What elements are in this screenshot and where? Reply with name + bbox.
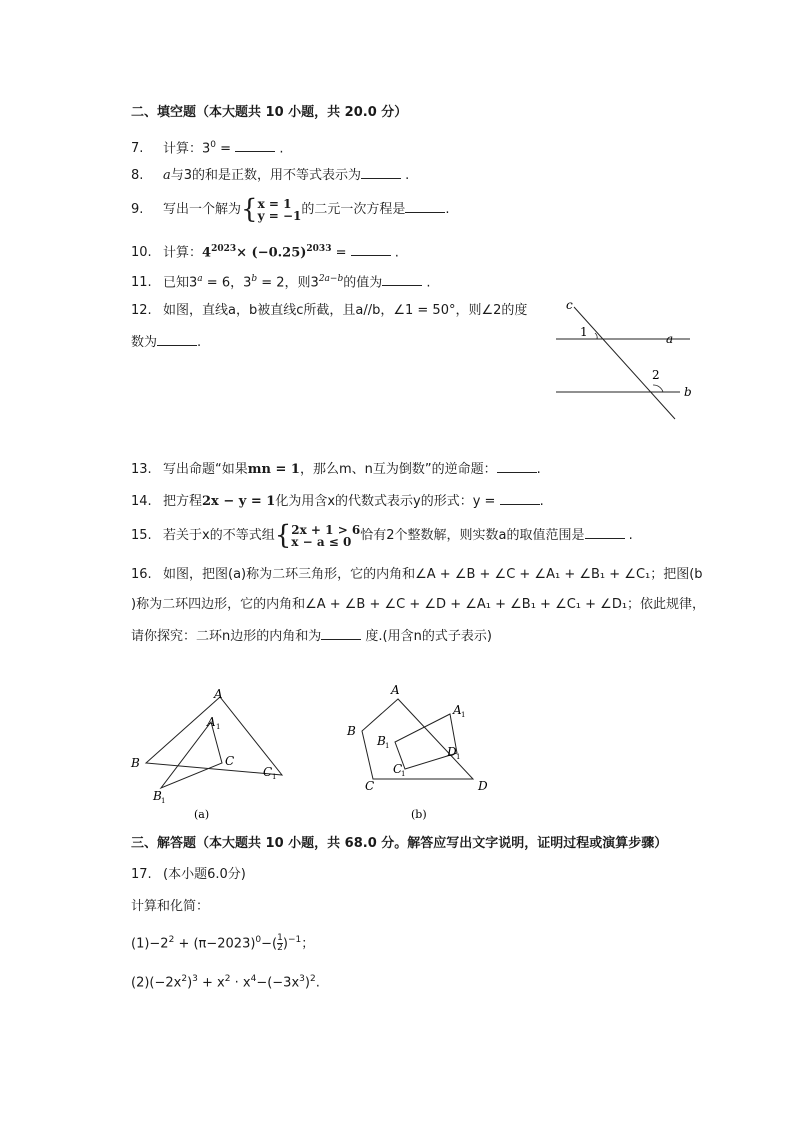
label-angle-1: 1: [580, 325, 588, 339]
answer-blank[interactable]: [351, 243, 391, 256]
line-c: [574, 307, 675, 419]
caption-b: (b): [411, 808, 427, 821]
question-number: 10.: [131, 245, 152, 261]
question-17-part-1: $(1)-2^2 + (\pi-2023)^0-$( $\frac{1}{2}$ )$^{-1}$；: [131, 933, 315, 954]
question-number: 16.: [131, 567, 152, 582]
svg-text:B: B: [131, 756, 140, 770]
answer-blank[interactable]: [500, 492, 540, 505]
answer-blank[interactable]: [157, 333, 197, 346]
question-17-header: [131, 866, 246, 884]
question-number: 12.: [131, 303, 152, 318]
question-7: 7. 计算：$3^0$ = .: [131, 140, 284, 157]
fraction-one-half: $\frac{1}{2}$: [277, 933, 283, 954]
section-3-header: 三、解答题（本大题共 10 小题，共 68.0 分。解答应写出文字说明，证明过程或演算步骤）: [131, 836, 668, 851]
question-17-part-2: $(2)(-2x^2)^3 + x^2 \cdot x^4-(-3x^3)^2$.: [131, 974, 320, 991]
question-16-line-2: )称为二环四边形，它的内角和∠A + ∠B + ∠C + ∠D + ∠A₁ + ∠B₁ + ∠C₁ + ∠D₁；依此规律，: [131, 597, 706, 612]
question-11: 11. 已知$3^a = 6$，$3^b = 2$，则$3^{2a-b}$的值为 .: [131, 274, 431, 291]
question-number: 11.: [131, 275, 152, 291]
angle-1-arc: [595, 333, 597, 339]
triangle-A1CB1: [161, 722, 222, 788]
svg-text:1: 1: [272, 773, 277, 781]
question-12-line-1: 12. 如图，直线a，b被直线c所截，且a//b，∠1 = 50°，则∠2的度: [131, 303, 528, 318]
label-b: b: [684, 385, 692, 399]
triangle-ABC1: [146, 697, 282, 775]
quadrilateral-A1B1C1D1: [395, 714, 457, 769]
svg-text:B: B: [347, 724, 356, 738]
question-16-line-1: 16. 如图，把图(a)称为二环三角形，它的内角和∠A + ∠B + ∠C + ∠A₁ + ∠B₁ + ∠C₁；把图(b: [131, 567, 703, 582]
equation-system: x = 1 y = −1: [257, 196, 302, 223]
answer-blank[interactable]: [321, 627, 361, 640]
caption-a: (a): [194, 808, 210, 821]
question-8: 8. a与3的和是正数，用不等式表示为 .: [131, 168, 410, 183]
svg-text:1: 1: [461, 711, 466, 719]
label-angle-2: 2: [652, 368, 660, 382]
question-12-line-2: 数为 .: [131, 335, 202, 350]
figure-parallel-lines: [550, 295, 700, 425]
label-c: c: [566, 298, 573, 312]
svg-text:D: D: [478, 779, 488, 793]
question-15: 15. 若关于x的不等式组{ 2x + 1 > 6 x − a ≤ 0 恰有2个整数解，则实数a的取值范围是 .: [131, 520, 633, 551]
svg-text:C: C: [393, 762, 403, 776]
question-number: 8.: [131, 168, 144, 183]
question-9: 9. 写出一个解为{ x = 1 y = −1 的二元一次方程是 .: [131, 194, 450, 225]
svg-text:C: C: [263, 765, 273, 779]
svg-text:C: C: [225, 754, 235, 768]
answer-blank[interactable]: [585, 526, 625, 539]
question-number: 7.: [131, 141, 144, 157]
question-number: 14.: [131, 494, 152, 509]
svg-text:A: A: [214, 687, 223, 701]
svg-text:1: 1: [385, 742, 390, 750]
answer-blank[interactable]: [497, 460, 537, 473]
question-13: 13. 写出命题“如果mn = 1，那么m、n互为倒数”的逆命题： .: [131, 462, 541, 477]
svg-text:A: A: [453, 703, 462, 717]
angle-2-arc: [653, 385, 663, 392]
svg-text:D: D: [447, 745, 457, 759]
answer-blank[interactable]: [405, 200, 445, 213]
answer-blank[interactable]: [361, 166, 401, 179]
figure-a-two-ring-triangle: [125, 680, 295, 830]
question-number: 13.: [131, 462, 152, 477]
question-number: 15.: [131, 528, 152, 543]
question-score: (本小题6.0分): [163, 867, 246, 882]
svg-text:B: B: [377, 734, 386, 748]
svg-text:B: B: [153, 789, 162, 803]
question-17-intro: 计算和化简：: [131, 899, 210, 914]
svg-text:C: C: [365, 779, 375, 793]
svg-text:1: 1: [456, 753, 461, 761]
answer-blank[interactable]: [382, 273, 422, 286]
svg-text:1: 1: [401, 770, 406, 778]
section-2-header: 二、填空题（本大题共 10 小题，共 20.0 分）: [131, 105, 408, 120]
figure-b-two-ring-quadrilateral: [343, 680, 503, 825]
question-number: 9.: [131, 202, 144, 217]
question-16-line-3: 请你探究：二环n边形的内角和为 度.(用含n的式子表示): [131, 629, 492, 644]
svg-text:1: 1: [161, 797, 166, 805]
label-a: a: [666, 332, 674, 346]
svg-text:A: A: [207, 715, 216, 729]
question-14: 14. 把方程2x − y = 1化为用含x的代数式表示y的形式：y = .: [131, 494, 544, 509]
question-10: 10. 计算：$4^{2023}\times (-0.25)^{2033}$ = .: [131, 244, 399, 261]
svg-text:A: A: [391, 683, 400, 697]
answer-blank[interactable]: [235, 139, 275, 152]
svg-text:1: 1: [216, 723, 221, 731]
inequality-system: 2x + 1 > 6 x − a ≤ 0: [291, 522, 361, 549]
question-number: 17.: [131, 867, 152, 882]
